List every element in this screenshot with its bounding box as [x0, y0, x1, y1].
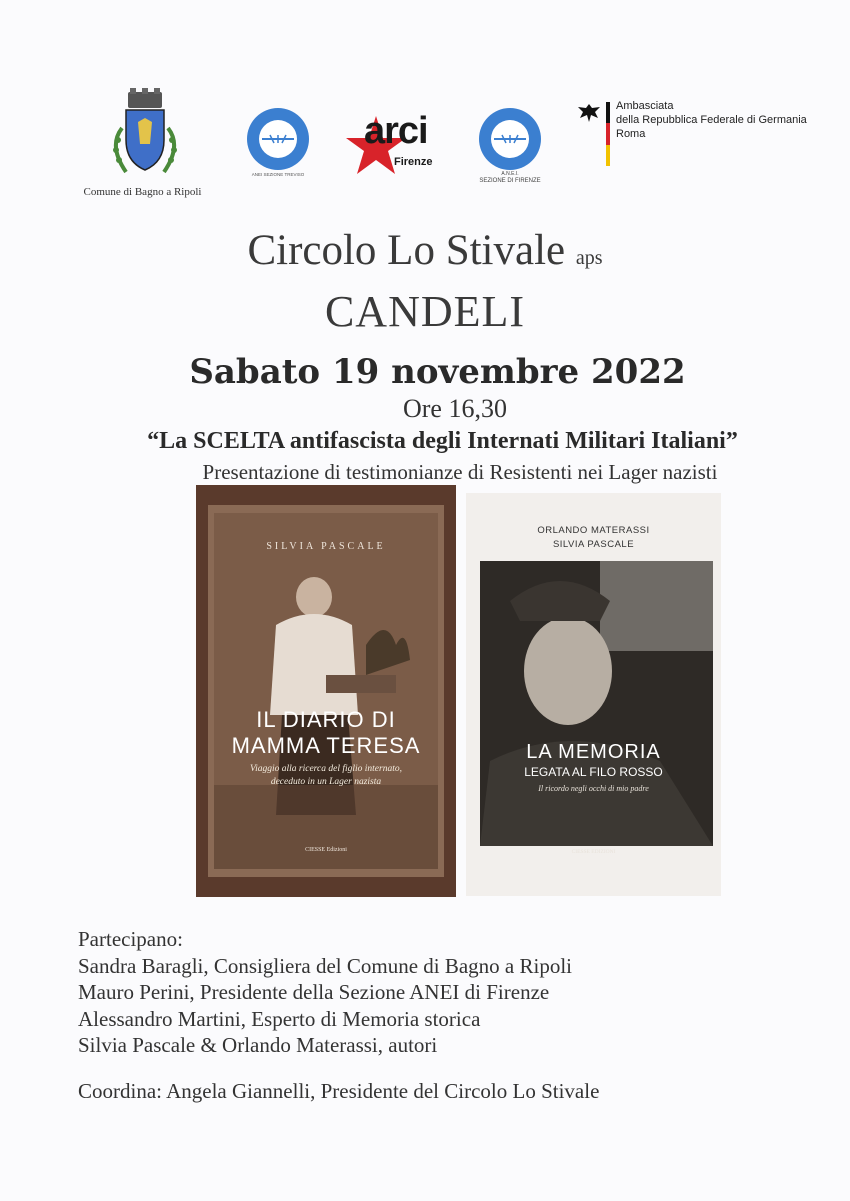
book-2-title-line-2: LEGATA AL FILO ROSSO — [524, 765, 663, 779]
embassy-line-3: Roma — [616, 128, 646, 140]
coordinator-line: Coordina: Angela Giannelli, Presidente del Circolo Lo Stivale — [78, 1079, 600, 1103]
eagle-icon — [576, 102, 602, 124]
anei-logo-1 — [240, 106, 316, 182]
embassy-logo — [576, 100, 816, 170]
book-1-author: SILVIA PASCALE — [266, 541, 386, 552]
participant-item: Alessandro Martini, Esperto di Memoria storica — [78, 1006, 481, 1031]
german-flag-icon — [606, 102, 610, 166]
book-1-publisher: CIESSE Edizioni — [305, 847, 347, 853]
location-title: CANDELI — [324, 287, 526, 336]
anei-badge-icon — [240, 106, 316, 172]
event-time: Ore 16,30 — [403, 394, 507, 423]
comune-caption: Comune di Bagno a Ripoli — [83, 186, 202, 198]
participant-item: Sandra Baragli, Consigliera del Comune di Bagno a Ripoli — [78, 953, 573, 978]
embassy-line-1: Ambasciata — [616, 100, 674, 112]
participants-block — [78, 926, 572, 1059]
book-1-title-line-2: MAMMA TERESA — [231, 733, 421, 758]
embassy-line-2: della Repubblica Federale di Germania — [616, 114, 807, 126]
book-1-tagline-1: Viaggio alla ricerca del figlio internato, — [250, 764, 402, 774]
participant-item: Mauro Perini, Presidente della Sezione ANEI di Firenze — [78, 980, 550, 1004]
book-cover-memoria — [466, 493, 721, 896]
anei-logo-2 — [472, 106, 548, 186]
book-2-photo-icon — [480, 561, 713, 846]
participant-item: Silvia Pascale & Orlando Materassi, autori — [78, 1033, 438, 1057]
book-2-author-2: SILVIA PASCALE — [552, 539, 635, 550]
anei-2-caption-top: A.N.E.I. — [501, 171, 519, 177]
anei-2-caption: SEZIONE DI FIRENZE — [479, 178, 541, 184]
event-subtitle: Presentazione di testimonianze di Resistenti nei Lager nazisti — [202, 460, 718, 484]
book-1-title-line-1: IL DIARIO DI — [256, 707, 396, 732]
anei-badge-icon — [472, 106, 548, 172]
event-title: “La SCELTA antifascista degli Internati Militari Italiani” — [147, 428, 738, 454]
book-1-tagline-2: deceduto in un Lager nazista — [270, 777, 382, 787]
book-2-publisher: CIESSE EDIZIONI — [571, 849, 616, 855]
org-name: Circolo Lo Stivale — [247, 227, 566, 274]
logo-row — [0, 0, 850, 210]
book-cover-diario — [196, 485, 456, 897]
arci-city: Firenze — [394, 156, 433, 168]
book-2-author-1: ORLANDO MATERASSI — [537, 525, 650, 536]
anei-1-caption: ANEI SEZIONE TREVISO — [251, 172, 305, 177]
comune-logo — [100, 88, 190, 183]
book-2-tagline: Il ricordo negli occhi di mio padre — [538, 784, 649, 793]
book-2-title-line-1: LA MEMORIA — [526, 741, 661, 763]
participants-heading: Partecipano: — [78, 927, 183, 951]
arci-logo — [336, 104, 456, 184]
org-title — [0, 226, 850, 275]
event-date: Sabato 19 novembre 2022 — [189, 352, 686, 392]
org-suffix: aps — [575, 247, 603, 269]
arci-word: arci — [364, 110, 428, 152]
coat-of-arms-icon — [100, 88, 190, 183]
